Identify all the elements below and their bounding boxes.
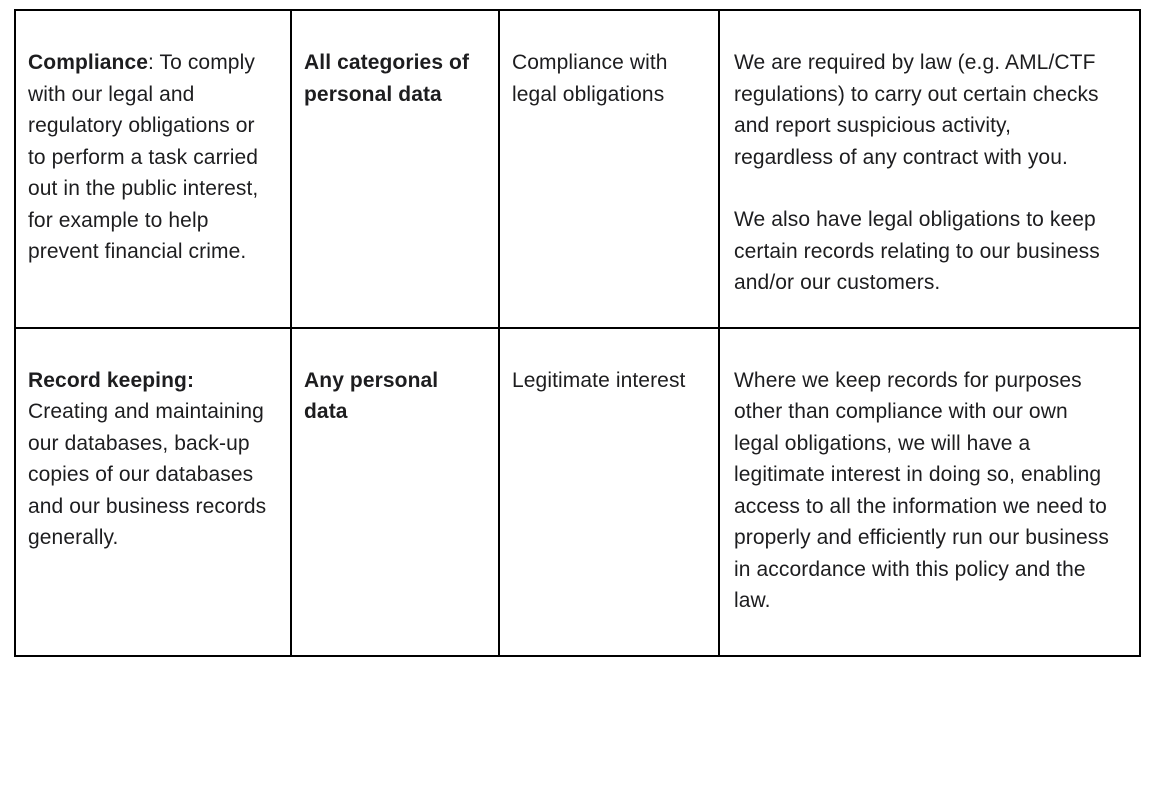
explanation-paragraph: We are required by law (e.g. AML/CTF regulations) to carry out certain checks and report suspicious activity, regardless of any contract with you. bbox=[734, 51, 1099, 169]
legal-basis-text: Compliance with legal obligations bbox=[512, 51, 668, 106]
explanation-paragraph: Where we keep records for purposes other than compliance with our own legal obligations, we will have a legitimate interest in doing so, enabling access to all the information we need to properly and efficiently run our business in accordance with this policy and the law. bbox=[734, 368, 1109, 612]
purpose-text bbox=[16, 329, 290, 592]
data-categories-text: Any personal data bbox=[304, 368, 439, 423]
explanation-text bbox=[720, 11, 1139, 327]
table-row bbox=[15, 10, 1140, 328]
purpose-text bbox=[16, 11, 290, 296]
table-cell-data-categories bbox=[291, 328, 499, 656]
legal-basis-table bbox=[14, 9, 1141, 657]
table-cell-legal-basis bbox=[499, 328, 719, 656]
table-cell-explanation bbox=[719, 328, 1140, 656]
table-row bbox=[15, 328, 1140, 656]
table-cell-data-categories bbox=[291, 10, 499, 328]
purpose-description: : To comply with our legal and regulatory obligations or to perform a task carried out in the public interest, for example to help prevent financial crime. bbox=[28, 51, 259, 263]
data-categories-text: All categories of personal data bbox=[304, 51, 470, 106]
table-cell-explanation bbox=[719, 10, 1140, 328]
table-cell-purpose bbox=[15, 328, 291, 656]
legal-basis-text: Legitimate interest bbox=[512, 368, 686, 392]
purpose-description: Creating and maintaining our databases, back-up copies of our databases and our business records generally. bbox=[28, 400, 267, 549]
table-cell-legal-basis bbox=[499, 10, 719, 328]
explanation-paragraph: We also have legal obligations to keep certain records relating to our business and/or our customers. bbox=[734, 208, 1100, 294]
explanation-text bbox=[720, 329, 1139, 655]
table-cell-purpose bbox=[15, 10, 291, 328]
purpose-heading: Compliance bbox=[28, 51, 149, 74]
purpose-heading: Record keeping: bbox=[28, 368, 195, 392]
